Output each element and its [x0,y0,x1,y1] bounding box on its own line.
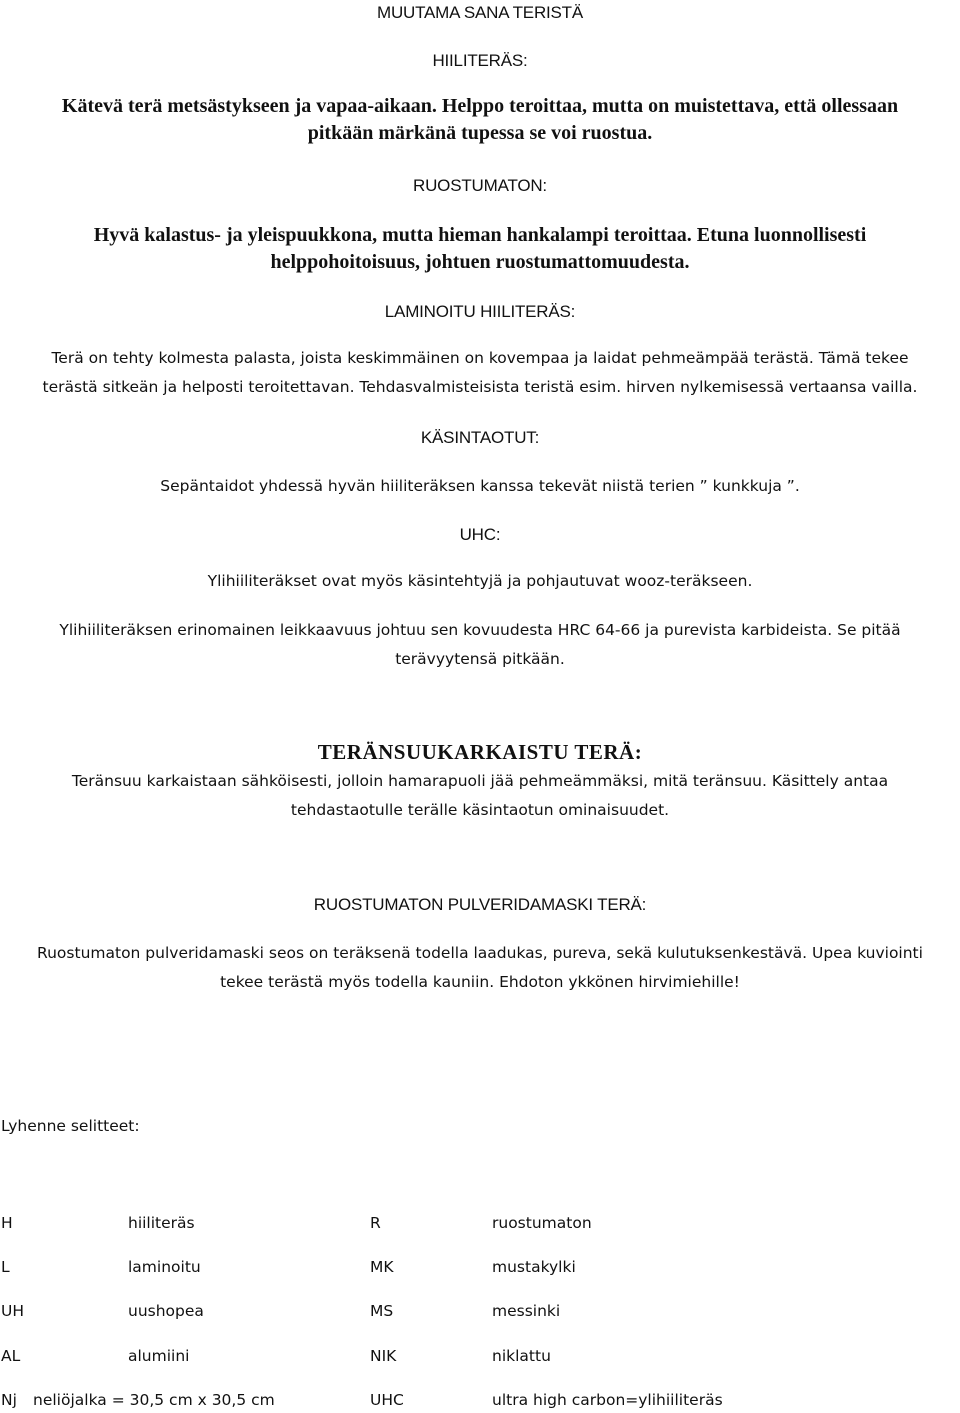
section-heading-uhc: UHC: [459,525,501,544]
section-heading-pulveridamaski: RUOSTUMATON PULVERIDAMASKI TERÄ: [313,895,647,914]
abbreviation-meaning: laminoitu [128,1258,201,1276]
abbreviation-code: L [1,1258,10,1276]
section-text-line: Ylihiiliteräkset ovat myös käsintehtyjä ja pohjautuvat wooz-teräkseen. [207,572,753,590]
abbreviation-meaning: messinki [492,1302,561,1320]
abbreviation-meaning: ultra high carbon=ylihiiliteräs [492,1391,723,1409]
abbreviation-meaning: alumiini [128,1347,190,1365]
abbreviations-heading: Lyhenne selitteet: [1,1117,140,1135]
section-text-line: helppohoitoisuus, johtuen ruostumattomuudesta. [270,251,690,273]
section-heading-ruostumaton: RUOSTUMATON: [413,176,547,195]
abbreviation-code: NIK [370,1347,397,1365]
section-text-line: pitkään märkänä tupessa se voi ruostua. [307,122,653,144]
abbreviation-meaning: mustakylki [492,1258,576,1276]
section-text-line: terästä sitkeän ja helposti teroitettavan. Tehdasvalmisteisista teristä esim. hirven nylkemisessä vertaansa vailla. [42,378,918,396]
abbreviation-meaning: uushopea [128,1302,204,1320]
abbreviation-code: AL [1,1347,21,1365]
abbreviation-code: H [1,1214,13,1232]
abbreviation-code: MK [370,1258,394,1276]
section-text-line: Ylihiiliteräksen erinomainen leikkaavuus johtuu sen kovuudesta HRC 64-66 ja purevista karbideista. Se pitää [59,621,901,639]
abbreviation-code: Nj [1,1391,17,1409]
section-text-line: terävyytensä pitkään. [395,650,565,668]
abbreviation-code: UHC [370,1391,404,1409]
section-heading-teransuukarkaistu: TERÄNSUUKARKAISTU TERÄ: [317,740,643,764]
abbreviation-meaning: neliöjalka = 30,5 cm x 30,5 cm [33,1391,275,1409]
section-text-line: Kätevä terä metsästykseen ja vapaa-aikaan. Helppo teroittaa, mutta on muistettava, että ollessaan [61,95,899,117]
abbreviation-meaning: ruostumaton [492,1214,592,1232]
section-heading-kasintaotut: KÄSINTAOTUT: [420,428,540,447]
section-text-line: Hyvä kalastus- ja yleispuukkona, mutta hieman hankalampi teroittaa. Etuna luonnollisesti [93,224,867,246]
section-heading-laminoitu: LAMINOITU HIILITERÄS: [384,302,576,321]
abbreviation-code: MS [370,1302,394,1320]
section-heading-hiiliteras: HIILITERÄS: [432,51,528,70]
abbreviation-meaning: hiiliteräs [128,1214,195,1232]
section-text-line: Teränsuu karkaistaan sähköisesti, jolloin hamarapuoli jää pehmeämmäksi, mitä teränsuu. Käsittely antaa [71,772,889,790]
section-text-line: Terä on tehty kolmesta palasta, joista keskimmäinen on kovempaa ja laidat pehmeämpää terästä. Tämä tekee [51,349,909,367]
page-title: MUUTAMA SANA TERISTÄ [376,3,584,22]
abbreviation-code: UH [1,1302,25,1320]
abbreviation-code: R [370,1214,381,1232]
section-text-line: tekee terästä myös todella kauniin. Ehdoton ykkönen hirvimiehille! [220,973,740,991]
section-text-line: tehdastaotulle terälle käsintaotun ominaisuudet. [290,801,670,819]
abbreviation-meaning: niklattu [492,1347,551,1365]
section-text-line: Sepäntaidot yhdessä hyvän hiiliteräksen kanssa tekevät niistä terien ” kunkkuja ”. [160,477,800,495]
section-text-line: Ruostumaton pulveridamaski seos on teräksenä todella laadukas, pureva, sekä kulutuksenkestävä. Upea kuviointi [37,944,923,962]
